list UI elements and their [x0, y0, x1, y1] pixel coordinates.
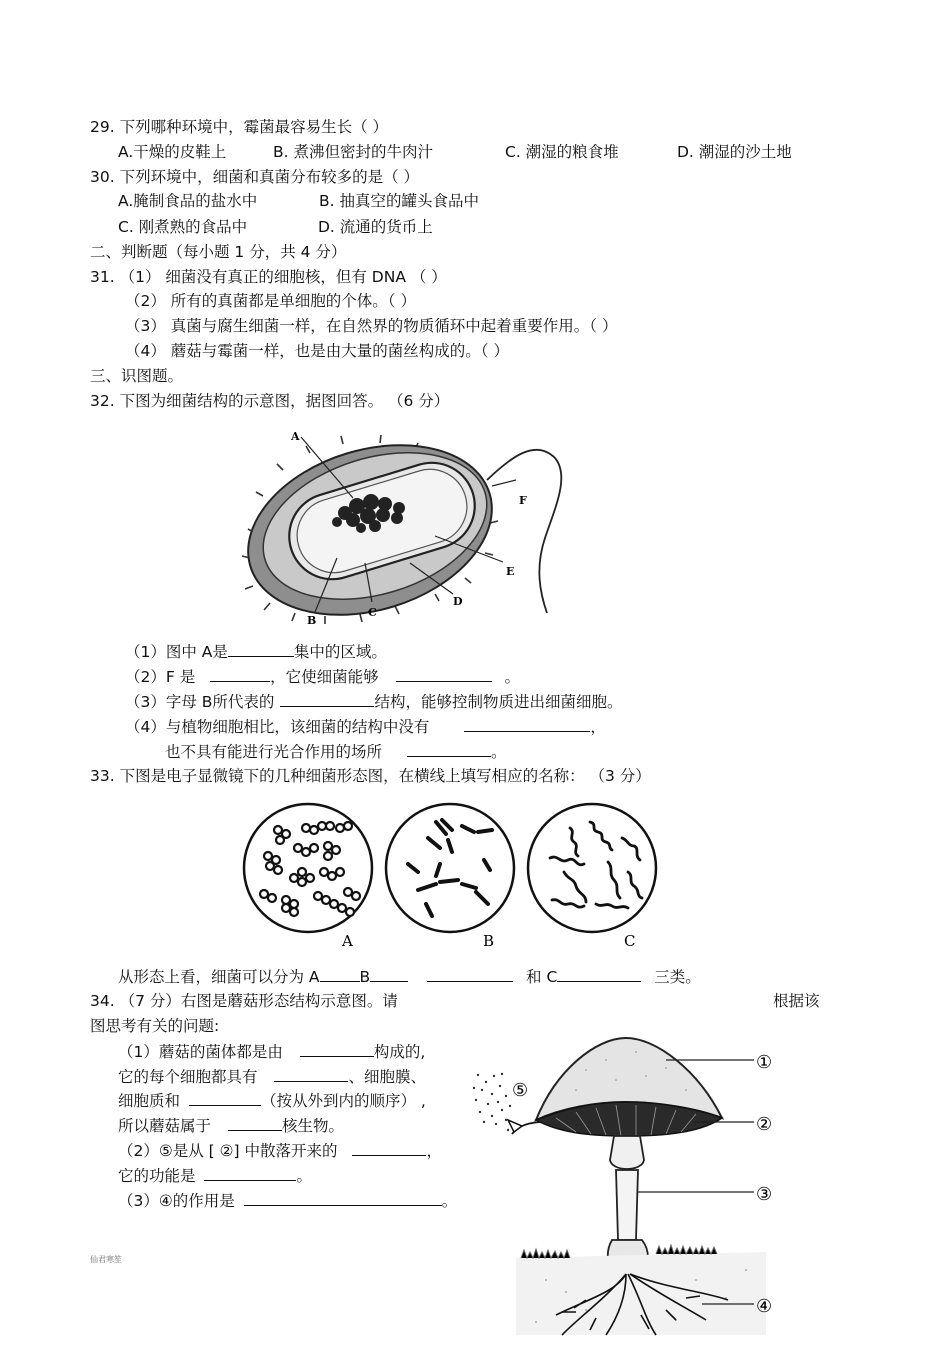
answer-blank[interactable]: [396, 666, 492, 682]
mushroom-label-5: ⑤: [512, 1080, 529, 1101]
q32-sub5-text: 也不具有能进行光合作用的场所: [165, 743, 383, 761]
bacterium-structure-figure: [225, 418, 565, 633]
answer-blank[interactable]: [204, 1165, 296, 1181]
q32-sub2-text: （2）F 是: [125, 668, 196, 686]
q34-stem-right: 根据该: [773, 992, 820, 1010]
q34-line1: [118, 1041, 425, 1062]
answer-blank[interactable]: [228, 641, 294, 657]
q30-option-c: C. 刚煮熟的食品中: [118, 218, 248, 236]
answer-blank[interactable]: [189, 1090, 261, 1106]
answer-blank[interactable]: [427, 966, 513, 982]
q32-sub3: [125, 691, 622, 712]
answer-blank[interactable]: [244, 1190, 442, 1206]
q30-option-a: A.腌制食品的盐水中: [118, 192, 258, 210]
mushroom-label-4: ④: [756, 1296, 773, 1317]
q29-option-a: A.干燥的皮鞋上: [118, 143, 227, 161]
mushroom-structure-figure: [466, 1030, 796, 1345]
q32-sub3-text-end: 结构，能够控制物质进出细菌细胞。: [374, 693, 623, 711]
q32-stem: 32. 下图为细菌结构的示意图，据图回答。 （6 分）: [90, 392, 450, 410]
q34-line7-text-end: 。: [441, 1192, 458, 1210]
answer-blank[interactable]: [352, 1140, 426, 1156]
q34-line7: [118, 1190, 457, 1211]
q34-line2: [118, 1066, 426, 1087]
q34-line4-text: 所以蘑菇属于: [118, 1117, 212, 1135]
q34-line3: [118, 1090, 426, 1111]
answer-blank[interactable]: [210, 666, 270, 682]
section3-heading: 三、识图题。: [90, 367, 184, 385]
page-footer: 仙君寒笙: [90, 1255, 122, 1264]
q33-answer-text-end: 三类。: [654, 968, 701, 986]
shape-label-a: A: [342, 932, 353, 950]
q32-sub4: [125, 716, 606, 737]
q32-sub1: [125, 641, 387, 662]
q34-line3-text-end: （按从外到内的顺序） ,: [260, 1092, 426, 1110]
answer-blank[interactable]: [370, 966, 408, 982]
bacterium-cell-drawing: [227, 418, 561, 633]
q34-line6-text: 它的功能是: [118, 1167, 196, 1185]
mushroom-label-3: ③: [756, 1184, 773, 1205]
bacterium-label-d: D: [453, 595, 463, 608]
q34-line4: [118, 1115, 344, 1136]
bacterium-label-f: F: [519, 494, 527, 507]
q33-answer-text-c: 和 C: [526, 968, 558, 986]
q32-sub2-text-mid: ，它使细菌能够: [270, 668, 379, 686]
spore-dots: [473, 1073, 511, 1131]
q32-sub5-text-end: 。: [490, 743, 507, 761]
bacterium-label-a: A: [291, 430, 300, 443]
q30-option-b: B. 抽真空的罐头食品中: [319, 192, 479, 210]
section2-heading: 二、判断题（每小题 1 分，共 4 分）: [90, 243, 347, 261]
bacteria-shapes-figure: [240, 800, 670, 952]
q32-sub4-text-end: ，: [590, 718, 606, 736]
answer-blank[interactable]: [228, 1115, 282, 1131]
q34-line2-text-end: 、细胞膜、: [348, 1068, 426, 1086]
q34-line4-text-end: 核生物。: [281, 1117, 344, 1135]
q29-stem: 29. 下列哪种环境中，霉菌最容易生长（ ）: [90, 118, 389, 136]
answer-blank[interactable]: [320, 966, 360, 982]
spirilla-circle: [528, 804, 656, 932]
q32-sub5: [165, 741, 506, 762]
mushroom-label-1: ①: [756, 1052, 773, 1073]
bacterium-label-b: B: [307, 614, 317, 627]
q30-stem: 30. 下列环境中，细菌和真菌分布较多的是（ ）: [90, 168, 420, 186]
q32-sub1-text: （1）图中 A是: [125, 643, 228, 661]
q29-option-b: B. 煮沸但密封的牛肉汁: [273, 143, 433, 161]
q32-sub2-text-end: 。: [504, 668, 521, 686]
q32-sub1-text-end: 集中的区域。: [293, 643, 387, 661]
q34-line3-text: 细胞质和: [118, 1092, 181, 1110]
q34-stem-left: 34. （7 分）右图是蘑菇形态结构示意图。请: [90, 992, 398, 1010]
q32-sub4-text: （4）与植物细胞相比，该细菌的结构中没有: [125, 718, 430, 736]
q33-answer-text-a: 从形态上看，细菌可以分为 A: [118, 968, 320, 986]
q34-line1-text: （1）蘑菇的菌体都是由: [118, 1043, 283, 1061]
q33-stem: 33. 下图是电子显微镜下的几种细菌形态图，在横线上填写相应的名称： （3 分）: [90, 767, 651, 785]
bacterium-label-c: C: [368, 606, 377, 619]
cocci-circle: [244, 804, 372, 932]
q34-line1-text-end: 构成的,: [373, 1043, 426, 1061]
q34-line5-text: （2）⑤是从 [ ②] 中散落开来的: [118, 1142, 338, 1160]
q34-line6: [118, 1165, 312, 1186]
q31-item2: （2） 所有的真菌都是单细胞的个体。（ ）: [125, 292, 416, 310]
bacilli-circle: [386, 804, 514, 932]
answer-blank[interactable]: [280, 691, 374, 707]
answer-blank[interactable]: [274, 1066, 348, 1082]
q33-answer-line: [118, 966, 701, 987]
q34-line5-text-end: ，: [426, 1142, 442, 1160]
answer-blank[interactable]: [557, 966, 641, 982]
q31-item1: 31. （1） 细菌没有真正的细胞核，但有 DNA （ ）: [90, 268, 447, 286]
q32-sub2: [125, 666, 520, 687]
q30-option-d: D. 流通的货币上: [318, 218, 433, 236]
q31-item4: （4） 蘑菇与霉菌一样，也是由大量的菌丝构成的。（ ）: [125, 342, 509, 360]
q34-line2-text: 它的每个细胞都具有: [118, 1068, 258, 1086]
q29-option-c: C. 潮湿的粮食堆: [505, 143, 619, 161]
mushroom-label-2: ②: [756, 1114, 773, 1135]
answer-blank[interactable]: [464, 716, 590, 732]
q32-sub3-text: （3）字母 B所代表的: [125, 693, 275, 711]
bacterium-label-e: E: [506, 565, 515, 578]
q29-option-d: D. 潮湿的沙土地: [677, 143, 792, 161]
q34-line6-text-end: 。: [296, 1167, 312, 1185]
q31-item3: （3） 真菌与腐生细菌一样，在自然界的物质循环中起着重要作用。（ ）: [125, 317, 618, 335]
answer-blank[interactable]: [407, 741, 491, 757]
shape-label-c: C: [624, 932, 636, 950]
q34-line5: [118, 1140, 442, 1161]
q34-stem-line2: 图思考有关的问题:: [90, 1017, 220, 1035]
shape-label-b: B: [483, 932, 495, 950]
q34-line7-text: （3）④的作用是: [118, 1192, 235, 1210]
q33-answer-text-b: B: [359, 968, 371, 986]
answer-blank[interactable]: [300, 1041, 374, 1057]
